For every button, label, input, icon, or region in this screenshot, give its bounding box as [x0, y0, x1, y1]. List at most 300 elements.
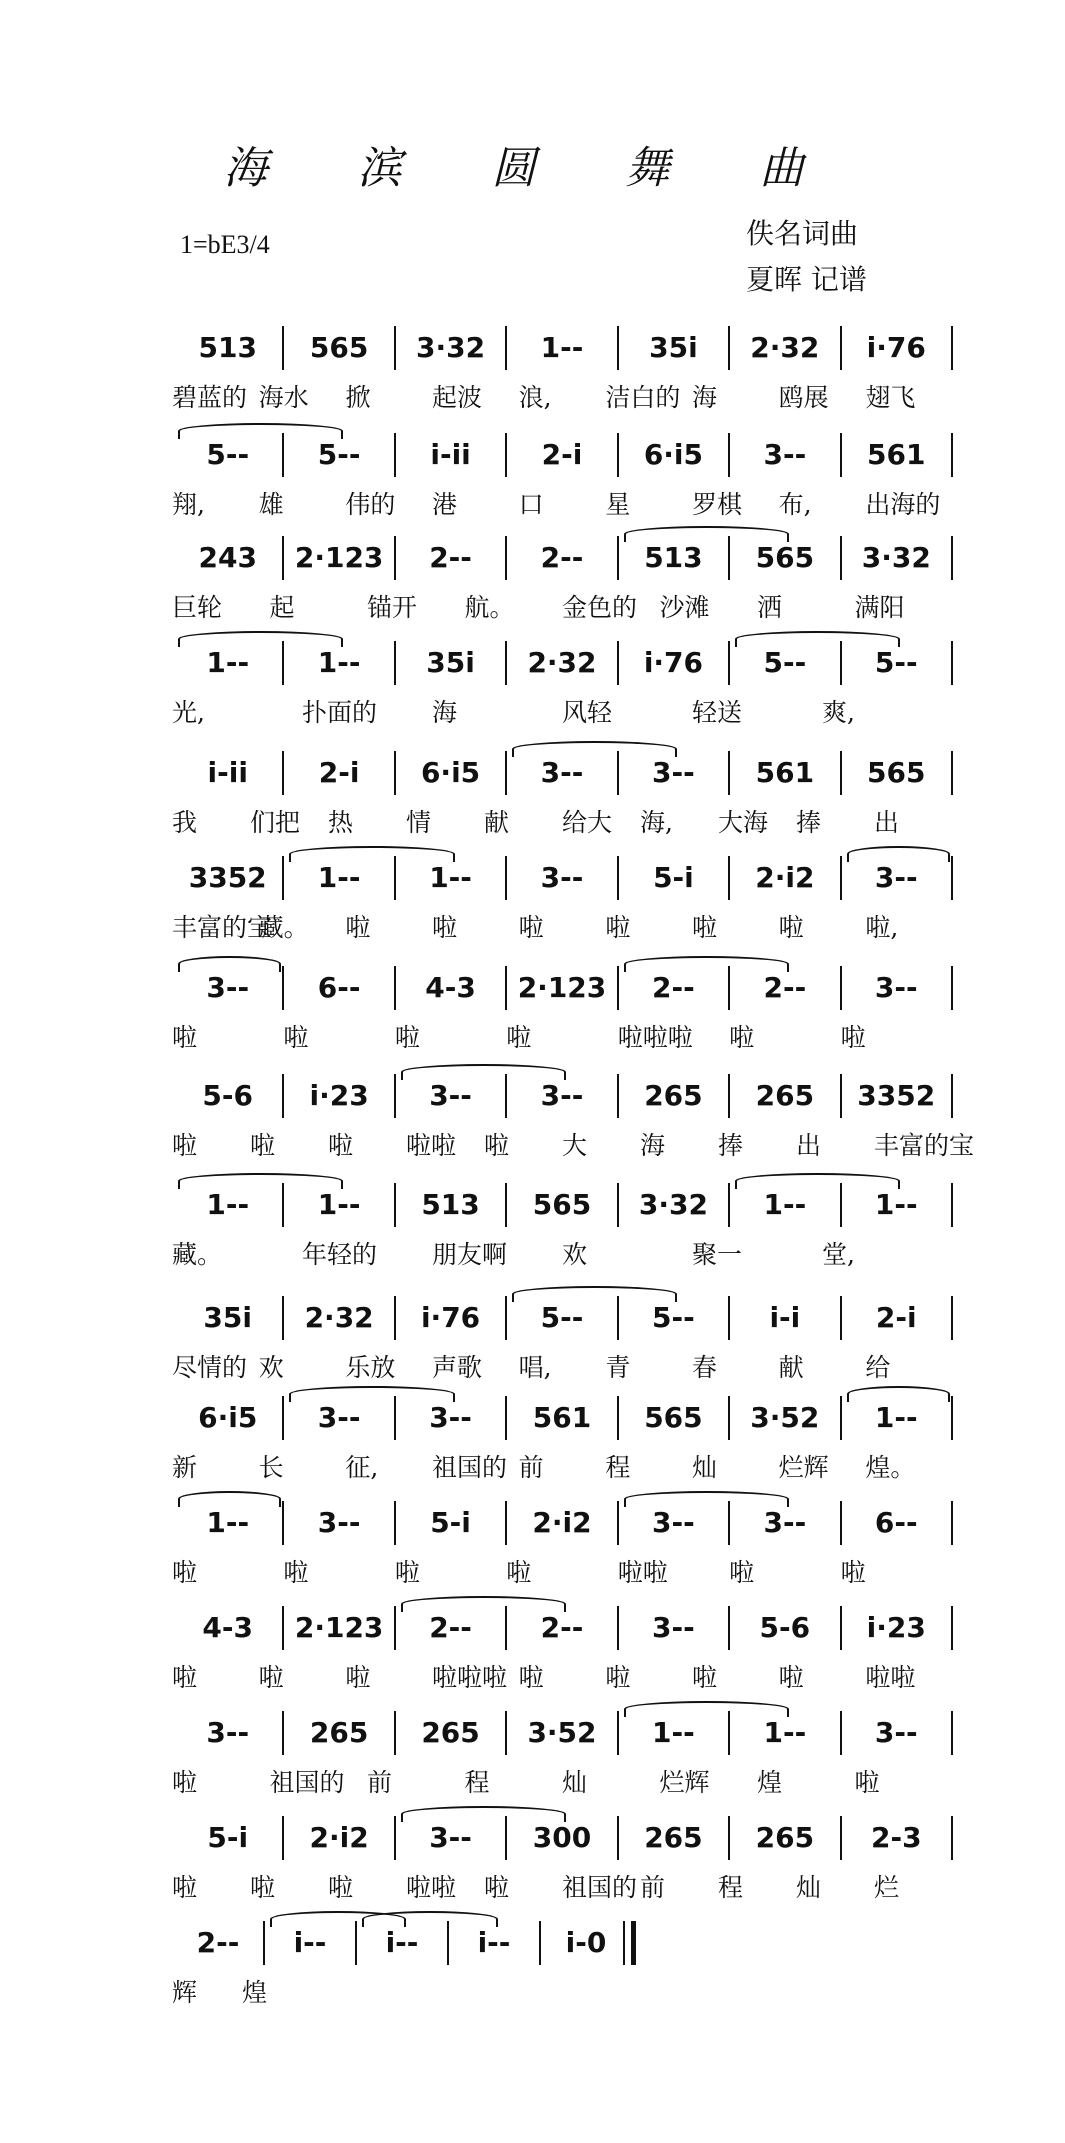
- measure: 3--: [317, 1506, 361, 1539]
- lyric-syllable: 唱,: [518, 1353, 552, 1382]
- measure: 3352: [857, 1079, 936, 1112]
- lyric-syllable: 港: [432, 490, 458, 519]
- measure: 2·32: [750, 331, 820, 364]
- measure: 5-i: [207, 1821, 249, 1854]
- measure: 3--: [206, 1716, 250, 1749]
- score-row: [172, 1505, 952, 1605]
- lyric-syllable: 啦: [258, 1663, 284, 1692]
- measure: 565: [867, 756, 926, 789]
- measure: 3--: [763, 438, 807, 471]
- tie-arc: [512, 741, 677, 757]
- measure: 35i: [203, 1301, 252, 1334]
- notes-line: [172, 1300, 952, 1340]
- lyric-syllable: 啦: [854, 1768, 880, 1797]
- lyric-syllable: 灿: [796, 1873, 822, 1902]
- measure: 1--: [540, 331, 584, 364]
- barline: [951, 536, 953, 580]
- lyric-syllable: 满阳: [854, 593, 905, 622]
- measure: 2--: [652, 971, 695, 1004]
- lyric-syllable: 翔,: [172, 490, 205, 519]
- tie-arc: [178, 1491, 281, 1507]
- measure: 2·123: [517, 971, 607, 1004]
- measure: 3--: [652, 1611, 695, 1644]
- measure: 4-3: [202, 1611, 253, 1644]
- lyrics-line: [172, 380, 952, 416]
- measure: 265: [309, 1716, 369, 1749]
- lyric-syllable: 欢: [562, 1240, 588, 1269]
- measure: 5--: [763, 646, 807, 679]
- measure: 265: [644, 1079, 703, 1112]
- lyric-syllable: 堂,: [822, 1240, 855, 1269]
- lyric-syllable: 出: [796, 1131, 822, 1160]
- lyric-syllable: 海: [432, 698, 458, 727]
- measure: 3--: [429, 1401, 472, 1434]
- tie-arc: [178, 423, 343, 439]
- measure: 1--: [874, 1401, 918, 1434]
- lyric-syllable: 前: [518, 1453, 544, 1482]
- measure: 1--: [763, 1716, 807, 1749]
- lyric-syllable: 春: [692, 1353, 718, 1382]
- measure: 2·123: [294, 541, 384, 574]
- lyric-syllable: 烂: [874, 1873, 900, 1902]
- tie-arc: [401, 1806, 566, 1822]
- lyrics-line: [172, 1660, 952, 1696]
- lyric-syllable: 我: [172, 808, 198, 837]
- lyric-syllable: 鸥展: [778, 383, 829, 412]
- measure: 2-i: [875, 1301, 917, 1334]
- measure: 3·52: [750, 1401, 820, 1434]
- lyric-syllable: 年轻的: [302, 1240, 378, 1269]
- measure: 513: [644, 541, 703, 574]
- tie-arc: [847, 846, 950, 862]
- measure: 5--: [206, 438, 250, 471]
- barline: [951, 1396, 953, 1440]
- measure: i--: [477, 1926, 511, 1959]
- lyric-syllable: 长: [258, 1453, 284, 1482]
- key-signature: 1=bE3/4: [180, 230, 270, 259]
- tie-arc: [289, 1386, 454, 1402]
- tie-arc: [624, 1491, 789, 1507]
- measure: 2·32: [304, 1301, 374, 1334]
- lyric-syllable: 啦: [345, 913, 371, 942]
- measure: 3--: [429, 1079, 472, 1112]
- lyric-syllable: 献: [778, 1353, 804, 1382]
- measure: 6--: [317, 971, 361, 1004]
- lyric-syllable: 祖国的: [432, 1453, 508, 1482]
- lyric-syllable: 啦: [778, 913, 804, 942]
- lyric-syllable: 锚开: [367, 593, 418, 622]
- lyric-syllable: 捧: [796, 808, 822, 837]
- lyric-syllable: 乐放: [345, 1353, 396, 1382]
- measure: i-ii: [207, 756, 248, 789]
- lyric-syllable: 啦: [394, 1023, 420, 1052]
- lyric-syllable: 罗棋: [692, 490, 743, 519]
- score-row: [172, 645, 952, 745]
- score-row: [172, 1820, 952, 1920]
- measure: 3·32: [638, 1188, 708, 1221]
- lyrics-line: [172, 910, 952, 946]
- lyric-syllable: 啦: [172, 1873, 198, 1902]
- lyric-syllable: 啦: [840, 1558, 866, 1587]
- measure: i--: [385, 1926, 419, 1959]
- measure: 5-6: [759, 1611, 811, 1644]
- lyric-syllable: 烂辉: [778, 1453, 829, 1482]
- measure: 5--: [652, 1301, 695, 1334]
- measure: 6·i5: [420, 756, 481, 789]
- lyrics-line: [172, 805, 952, 841]
- lyric-syllable: 巨轮: [172, 593, 223, 622]
- lyric-syllable: 啦: [172, 1768, 198, 1797]
- measure: 2-i: [541, 438, 583, 471]
- lyric-syllable: 啦: [605, 1663, 631, 1692]
- notes-line: [172, 1505, 952, 1545]
- measure: 1--: [763, 1188, 807, 1221]
- lyric-syllable: 啦: [840, 1023, 866, 1052]
- lyric-syllable: 欢: [258, 1353, 284, 1382]
- tie-arc: [401, 1596, 566, 1612]
- notes-line: [172, 1078, 952, 1118]
- notes-line: [172, 645, 952, 685]
- measure: 3·32: [861, 541, 931, 574]
- notes-line: [172, 1715, 952, 1755]
- measure: 6·i5: [198, 1401, 258, 1434]
- lyric-syllable: 大海: [718, 808, 769, 837]
- measure: 565: [755, 541, 815, 574]
- lyric-syllable: 啦: [250, 1131, 276, 1160]
- barline: [951, 1816, 953, 1860]
- measure: 2--: [429, 1611, 472, 1644]
- measure: 1--: [317, 646, 361, 679]
- lyric-syllable: 啦: [250, 1873, 276, 1902]
- score-row: [172, 755, 952, 855]
- lyric-syllable: 海: [640, 1131, 666, 1160]
- lyric-syllable: 啦: [692, 1663, 718, 1692]
- lyric-syllable: 轻送: [692, 698, 743, 727]
- measure: 2·i2: [755, 861, 815, 894]
- lyric-syllable: 爽,: [822, 698, 855, 727]
- measure: 3--: [429, 1821, 472, 1854]
- lyric-syllable: 啦: [778, 1663, 804, 1692]
- measure: 3--: [540, 756, 584, 789]
- lyric-syllable: 啦: [172, 1558, 198, 1587]
- lyric-syllable: 碧蓝的: [172, 383, 248, 412]
- lyric-syllable: 啦啦: [865, 1663, 916, 1692]
- tie-arc: [735, 631, 900, 647]
- barline: [951, 1606, 953, 1650]
- measure: 265: [421, 1716, 480, 1749]
- measure: 1--: [206, 1506, 250, 1539]
- lyric-syllable: 沙滩: [659, 593, 710, 622]
- measure: 561: [755, 756, 815, 789]
- final-barline: [631, 1921, 636, 1965]
- barline: [951, 641, 953, 685]
- notes-line: [172, 1610, 952, 1650]
- lyric-syllable: 前: [367, 1768, 393, 1797]
- barline: [951, 1501, 953, 1545]
- lyric-syllable: 光,: [172, 698, 205, 727]
- song-title: 海 滨 圆 舞 曲: [223, 143, 842, 194]
- lyric-syllable: 雄: [258, 490, 284, 519]
- notes-line: [172, 755, 952, 795]
- measure: 565: [644, 1401, 703, 1434]
- measure: 3--: [540, 861, 584, 894]
- measure: i--: [293, 1926, 327, 1959]
- lyric-syllable: 热: [328, 808, 354, 837]
- measure: 265: [755, 1079, 815, 1112]
- lyric-syllable: 啦,: [865, 913, 899, 942]
- lyric-syllable: 啦: [283, 1023, 309, 1052]
- lyric-syllable: 聚一: [692, 1240, 743, 1269]
- lyrics-line: [172, 590, 952, 626]
- measure: i·76: [866, 331, 926, 364]
- barline: [951, 856, 953, 900]
- lyric-syllable: 啦啦啦: [432, 1663, 508, 1692]
- measure: 565: [309, 331, 369, 364]
- measure: i-0: [565, 1926, 607, 1959]
- measure: 35i: [649, 331, 698, 364]
- measure: 2-3: [870, 1821, 922, 1854]
- lyric-syllable: 扑面的: [302, 698, 378, 727]
- lyric-syllable: 给: [865, 1353, 891, 1382]
- measure: 35i: [426, 646, 475, 679]
- lyric-syllable: 大: [562, 1131, 588, 1160]
- lyric-syllable: 掀: [345, 383, 371, 412]
- lyric-syllable: 声歌: [432, 1353, 483, 1382]
- score-row: [172, 1400, 952, 1500]
- measure: 1--: [317, 1188, 361, 1221]
- barline: [951, 751, 953, 795]
- lyric-syllable: 烂辉: [659, 1768, 710, 1797]
- lyric-syllable: 海: [692, 383, 718, 412]
- lyric-syllable: 浪,: [518, 383, 552, 412]
- barline: [951, 1296, 953, 1340]
- score-row: [172, 970, 952, 1070]
- lyric-syllable: 起波: [432, 383, 483, 412]
- measure: 5--: [874, 646, 918, 679]
- lyric-syllable: 翅飞: [865, 383, 916, 412]
- measure: 2·i2: [532, 1506, 592, 1539]
- lyric-syllable: 啦: [605, 913, 631, 942]
- measure: 2-i: [318, 756, 360, 789]
- lyric-syllable: 啦: [484, 1131, 510, 1160]
- lyric-syllable: 新: [172, 1453, 198, 1482]
- lyric-syllable: 朋友啊: [432, 1240, 508, 1269]
- measure: i·23: [309, 1079, 369, 1112]
- lyric-syllable: 程: [464, 1768, 490, 1797]
- measure: 5-i: [653, 861, 694, 894]
- lyric-syllable: 灿: [692, 1453, 718, 1482]
- lyrics-line: [172, 1870, 952, 1906]
- lyric-syllable: 伟的: [345, 490, 396, 519]
- lyric-syllable: 口: [518, 490, 544, 519]
- lyric-syllable: 航。: [464, 593, 515, 622]
- measure: 1--: [206, 646, 250, 679]
- lyrics-line: [172, 695, 952, 731]
- lyric-syllable: 前: [640, 1873, 666, 1902]
- notes-line: [172, 330, 952, 370]
- tie-arc: [624, 526, 789, 542]
- measure: 2·123: [294, 1611, 384, 1644]
- notes-line: [172, 437, 952, 477]
- measure: 6·i5: [643, 438, 704, 471]
- lyric-syllable: 啦: [729, 1023, 755, 1052]
- measure: 561: [867, 438, 926, 471]
- lyric-syllable: 啦: [394, 1558, 420, 1587]
- measure: 3·52: [527, 1716, 597, 1749]
- lyric-syllable: 情: [406, 808, 432, 837]
- measure: 265: [644, 1821, 703, 1854]
- lyric-syllable: 丰富的宝: [172, 913, 273, 942]
- measure: i·76: [420, 1301, 481, 1334]
- tie-arc: [624, 1701, 789, 1717]
- lyric-syllable: 尽情的: [172, 1353, 248, 1382]
- measure: 243: [198, 541, 257, 574]
- lyric-syllable: 星: [605, 490, 631, 519]
- tie-arc: [178, 1173, 343, 1189]
- lyric-syllable: 啦: [283, 1558, 309, 1587]
- lyric-syllable: 啦啦啦: [617, 1023, 693, 1052]
- lyric-syllable: 征,: [345, 1453, 379, 1482]
- lyric-syllable: 煌。: [865, 1453, 916, 1482]
- barline: [951, 326, 953, 370]
- measure: 561: [532, 1401, 592, 1434]
- measure: 3352: [188, 861, 267, 894]
- measure: 3--: [540, 1079, 584, 1112]
- tie-arc: [178, 956, 281, 972]
- measure: 3--: [874, 971, 918, 1004]
- lyrics-line: [172, 487, 952, 523]
- score-row: [172, 1078, 975, 1178]
- score-row: [172, 437, 952, 537]
- measure: 1--: [429, 861, 472, 894]
- measure: 3--: [874, 861, 918, 894]
- notes-line: [172, 540, 952, 580]
- measure: 5--: [540, 1301, 584, 1334]
- tie-arc: [401, 1064, 566, 1080]
- notes-line: [172, 1820, 952, 1860]
- measure: i·23: [866, 1611, 926, 1644]
- measure: 2·i2: [309, 1821, 369, 1854]
- lyric-syllable: 啦: [729, 1558, 755, 1587]
- measure: 4-3: [425, 971, 476, 1004]
- lyric-syllable: 啦: [506, 1023, 532, 1052]
- score-row: [172, 860, 952, 960]
- measure: 6--: [874, 1506, 918, 1539]
- measure: 2--: [540, 541, 584, 574]
- lyrics-line: [172, 1450, 952, 1486]
- lyric-syllable: 出海的: [865, 490, 941, 519]
- measure: 3--: [652, 1506, 695, 1539]
- lyric-syllable: 啦: [172, 1023, 198, 1052]
- measure: 5-6: [202, 1079, 253, 1112]
- lyrics-line: [172, 1765, 952, 1801]
- lyric-syllable: 啦啦: [617, 1558, 668, 1587]
- lyric-syllable: 风轻: [562, 698, 613, 727]
- lyric-syllable: 啦: [518, 1663, 544, 1692]
- measure: 1--: [652, 1716, 695, 1749]
- tie-arc: [178, 631, 343, 647]
- lyric-syllable: 煌: [757, 1768, 783, 1797]
- lyric-syllable: 祖国的: [269, 1768, 345, 1797]
- notes-line: [172, 860, 952, 900]
- measure: 513: [421, 1188, 480, 1221]
- lyric-syllable: 起: [269, 593, 295, 622]
- measure: 2--: [429, 541, 472, 574]
- lyric-syllable: 洒: [757, 593, 783, 622]
- lyric-syllable: 们把: [250, 808, 301, 837]
- measure: 3--: [317, 1401, 361, 1434]
- notes-line: [172, 1400, 952, 1440]
- lyrics-line: [172, 1237, 952, 1273]
- lyric-syllable: 煌: [242, 1978, 268, 2007]
- lyric-syllable: 灿: [562, 1768, 588, 1797]
- lyric-syllable: 布,: [778, 490, 812, 519]
- measure: 513: [198, 331, 257, 364]
- measure: 5-i: [430, 1506, 471, 1539]
- lyric-syllable: 辉: [172, 1978, 198, 2007]
- lyrics-line: [172, 1975, 952, 2011]
- lyric-syllable: 啦: [506, 1558, 532, 1587]
- barline: [951, 1074, 953, 1118]
- lyric-syllable: 捧: [718, 1131, 744, 1160]
- barline: [951, 1711, 953, 1755]
- lyrics-line: [172, 1350, 952, 1386]
- lyric-syllable: 藏。: [258, 913, 309, 942]
- lyric-syllable: 啦: [432, 913, 458, 942]
- tie-arc: [362, 1911, 498, 1927]
- measure: 2--: [763, 971, 807, 1004]
- measure: 2--: [540, 1611, 584, 1644]
- lyric-syllable: 啦: [518, 913, 544, 942]
- lyric-syllable: 啦啦: [406, 1131, 457, 1160]
- lyric-syllable: 啦: [692, 913, 718, 942]
- measure: 2·32: [527, 646, 597, 679]
- barline: [951, 966, 953, 1010]
- measure: i·76: [643, 646, 704, 679]
- lyric-syllable: 程: [718, 1873, 744, 1902]
- lyric-syllable: 海水: [258, 383, 309, 412]
- measure: 3·32: [416, 331, 486, 364]
- lyric-syllable: 青: [605, 1353, 631, 1382]
- lyric-syllable: 啦: [484, 1873, 510, 1902]
- tie-arc: [735, 1173, 900, 1189]
- lyric-syllable: 祖国的: [562, 1873, 638, 1902]
- credit-transcriber: 夏晖 记谱: [746, 263, 867, 296]
- measure: 2--: [196, 1926, 240, 1959]
- score-row: [172, 1925, 952, 2025]
- measure: i-i: [769, 1301, 801, 1334]
- measure: 3--: [652, 756, 695, 789]
- measure: 3--: [874, 1716, 918, 1749]
- measure: 5--: [317, 438, 361, 471]
- lyric-syllable: 啦啦: [406, 1873, 457, 1902]
- measure: 265: [755, 1821, 815, 1854]
- notes-line: [172, 1187, 952, 1227]
- tie-arc: [289, 846, 454, 862]
- measure: 1--: [206, 1188, 250, 1221]
- lyric-syllable: 啦: [172, 1131, 198, 1160]
- lyric-syllable: 洁白的: [605, 383, 681, 412]
- lyric-syllable: 藏。: [172, 1240, 223, 1269]
- score-row: [172, 1715, 952, 1815]
- lyric-syllable: 金色的: [562, 593, 638, 622]
- lyric-syllable: 给大: [562, 808, 613, 837]
- score-row: [172, 540, 952, 640]
- barline: [951, 433, 953, 477]
- barline: [623, 1921, 625, 1965]
- credit-lyrics-music: 佚名词曲: [746, 217, 859, 250]
- lyric-syllable: 出: [874, 808, 900, 837]
